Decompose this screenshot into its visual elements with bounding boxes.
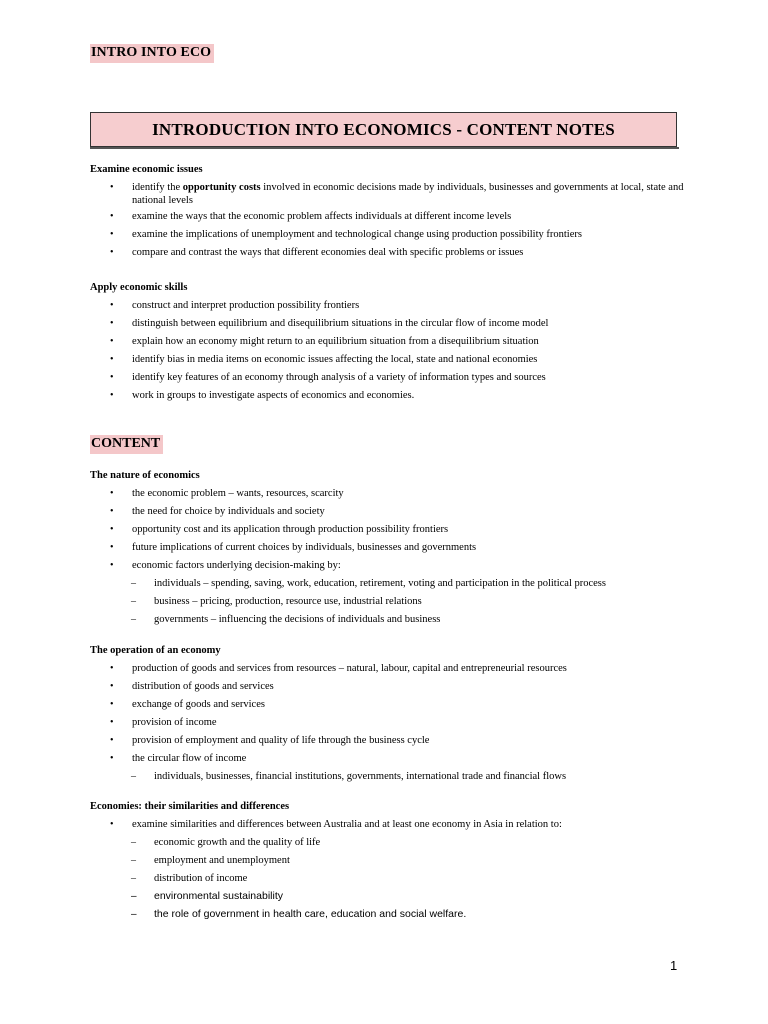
bullet-marker: • xyxy=(110,318,114,329)
item-text: distribution of income xyxy=(154,873,248,884)
item-text: identify bias in media items on economic issues affecting the local, state and national economies xyxy=(132,354,538,365)
section-operation xyxy=(90,644,690,788)
item-text: production of goods and services from resources – natural, labour, capital and entrepreneurial resources xyxy=(132,663,567,674)
bullet-marker: • xyxy=(110,247,114,258)
bullet-marker: • xyxy=(110,390,114,401)
item-text: construct and interpret production possibility frontiers xyxy=(132,300,360,311)
bullet-marker: • xyxy=(110,542,114,553)
bullet-marker: • xyxy=(110,211,114,222)
item-text: the circular flow of income xyxy=(132,753,247,764)
item-text: provision of employment and quality of life through the business cycle xyxy=(132,735,430,746)
list-item xyxy=(90,541,690,554)
header-tag: INTRO INTO ECO xyxy=(90,44,214,63)
list-item xyxy=(90,752,690,765)
item-text: identify the xyxy=(132,182,183,193)
page-title: INTRODUCTION INTO ECONOMICS - CONTENT NOTES xyxy=(152,119,615,139)
dash-marker: – xyxy=(131,771,136,782)
list-item xyxy=(90,389,690,402)
bullet-list xyxy=(90,181,690,259)
list-item xyxy=(90,523,690,536)
section-heading: The nature of economics xyxy=(90,470,200,481)
item-text: individuals, businesses, financial institutions, governments, international trade and financial flows xyxy=(154,771,567,782)
section-apply xyxy=(90,281,690,407)
item-text: environmental sustainability xyxy=(154,890,283,902)
item-text: economic growth and the quality of life xyxy=(154,837,321,848)
item-text: involved in economic decisions made by individuals, businesses and governments at local, state and national levels xyxy=(132,182,684,206)
sub-list-item xyxy=(90,836,690,849)
bullet-marker: • xyxy=(110,681,114,692)
bullet-list xyxy=(90,818,690,921)
list-item xyxy=(90,680,690,693)
dash-marker: – xyxy=(131,909,137,920)
item-text: distribution of goods and services xyxy=(132,681,274,692)
title-box xyxy=(90,112,677,147)
bullet-marker: • xyxy=(110,372,114,383)
list-item xyxy=(90,246,690,259)
list-item xyxy=(90,353,690,366)
section-heading: Examine economic issues xyxy=(90,164,203,175)
list-item xyxy=(90,371,690,384)
list-item xyxy=(90,734,690,747)
bullet-marker: • xyxy=(110,506,114,517)
list-item xyxy=(90,487,690,500)
item-text: employment and unemployment xyxy=(154,855,290,866)
bullet-marker: • xyxy=(110,229,114,240)
dash-marker: – xyxy=(131,837,136,848)
list-item xyxy=(90,299,690,312)
section-heading: Economies: their similarities and differences xyxy=(90,801,290,812)
content-heading: CONTENT xyxy=(90,435,163,454)
list-item xyxy=(90,505,690,518)
item-text: governments – influencing the decisions of individuals and business xyxy=(154,614,441,625)
list-item xyxy=(90,559,690,572)
item-text: provision of income xyxy=(132,717,217,728)
bullet-marker: • xyxy=(110,354,114,365)
sub-list-item xyxy=(90,770,690,783)
bullet-marker: • xyxy=(110,336,114,347)
item-text: the economic problem – wants, resources, scarcity xyxy=(132,488,344,499)
sub-list-item xyxy=(90,872,690,885)
item-bold-text: opportunity costs xyxy=(182,182,261,193)
sub-list-item xyxy=(90,595,690,608)
dash-marker: – xyxy=(131,614,136,625)
item-text: future implications of current choices by individuals, businesses and governments xyxy=(132,542,477,553)
item-text: exchange of goods and services xyxy=(132,699,265,710)
bullet-marker: • xyxy=(110,524,114,535)
list-item xyxy=(90,317,690,330)
bullet-marker: • xyxy=(110,663,114,674)
dash-marker: – xyxy=(131,873,136,884)
section-heading: Apply economic skills xyxy=(90,282,188,293)
list-item xyxy=(90,818,690,831)
list-item xyxy=(90,228,690,241)
bullet-marker: • xyxy=(110,560,114,571)
item-text: examine similarities and differences between Australia and at least one economy in Asia in relation to: xyxy=(132,819,562,830)
sub-list-item xyxy=(90,854,690,867)
item-text: distinguish between equilibrium and disequilibrium situations in the circular flow of income model xyxy=(132,318,549,329)
sub-list-item xyxy=(90,613,690,626)
bullet-marker: • xyxy=(110,753,114,764)
item-text: explain how an economy might return to an equilibrium situation from a disequilibrium situation xyxy=(132,336,539,347)
bullet-marker: • xyxy=(110,819,114,830)
title-underline xyxy=(90,147,679,149)
item-text: business – pricing, production, resource use, industrial relations xyxy=(154,596,422,607)
list-item xyxy=(90,662,690,675)
bullet-marker: • xyxy=(110,300,114,311)
list-item xyxy=(90,335,690,348)
bullet-marker: • xyxy=(110,699,114,710)
item-text: identify key features of an economy through analysis of a variety of information types and sources xyxy=(132,372,546,383)
dash-marker: – xyxy=(131,855,136,866)
item-text: opportunity cost and its application through production possibility frontiers xyxy=(132,524,449,535)
bullet-marker: • xyxy=(110,735,114,746)
item-text: examine the ways that the economic problem affects individuals at different income levels xyxy=(132,211,512,222)
bullet-marker: • xyxy=(110,488,114,499)
section-nature xyxy=(90,469,690,631)
bullet-marker: • xyxy=(110,182,114,193)
list-item xyxy=(90,181,690,207)
sub-list-item xyxy=(90,577,690,590)
item-text: examine the implications of unemployment and technological change using production possibility frontiers xyxy=(132,229,582,240)
bullet-list xyxy=(90,299,690,402)
list-item xyxy=(90,698,690,711)
sub-list-item xyxy=(90,890,690,903)
item-text: work in groups to investigate aspects of economics and economies. xyxy=(132,390,415,401)
dash-marker: – xyxy=(131,578,136,589)
item-text: compare and contrast the ways that different economies deal with specific problems or issues xyxy=(132,247,524,258)
section-economies xyxy=(90,800,690,926)
dash-marker: – xyxy=(131,596,136,607)
sub-list-item xyxy=(90,908,690,921)
bullet-marker: • xyxy=(110,717,114,728)
bullet-list xyxy=(90,487,690,626)
section-examine xyxy=(90,163,690,264)
list-item xyxy=(90,716,690,729)
section-heading: The operation of an economy xyxy=(90,645,221,656)
item-text: individuals – spending, saving, work, education, retirement, voting and participation in the political process xyxy=(154,578,606,589)
item-text: the need for choice by individuals and society xyxy=(132,506,325,517)
list-item xyxy=(90,210,690,223)
bullet-list xyxy=(90,662,690,783)
item-text: economic factors underlying decision-making by: xyxy=(132,560,341,571)
page-number: 1 xyxy=(670,958,678,973)
dash-marker: – xyxy=(131,891,137,902)
item-text: the role of government in health care, education and social welfare. xyxy=(154,908,467,920)
